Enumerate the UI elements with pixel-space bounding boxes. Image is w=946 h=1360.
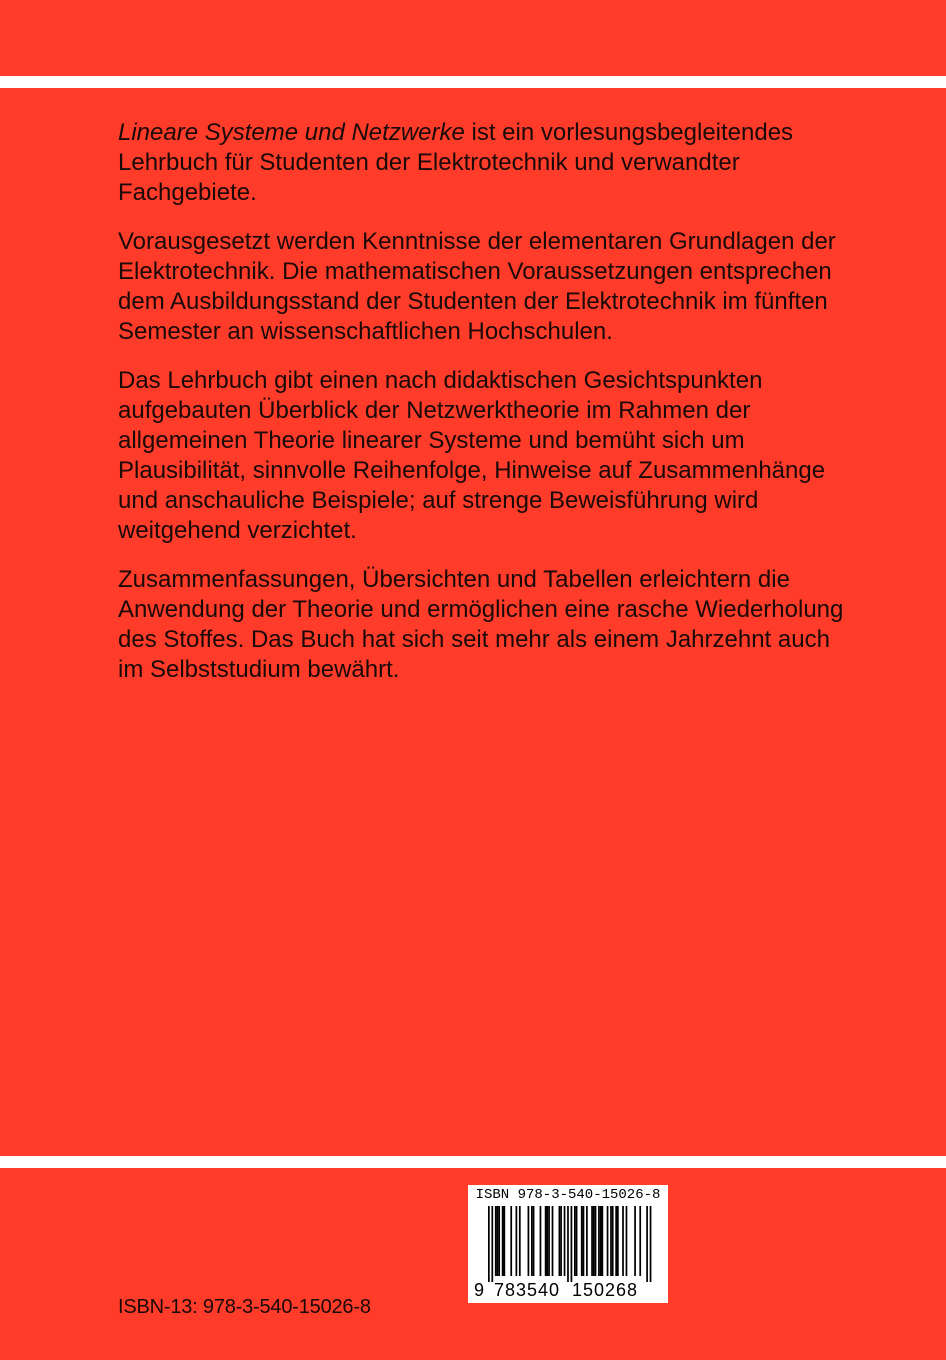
bottom-white-stripe <box>0 1156 946 1168</box>
barcode-bar <box>600 1206 602 1276</box>
barcode-bar <box>646 1206 648 1282</box>
barcode-bar <box>531 1206 533 1276</box>
barcode-bar <box>498 1206 500 1276</box>
barcode-digit-first: 9 <box>474 1280 485 1300</box>
barcode-bar <box>593 1206 595 1276</box>
barcode-bar <box>591 1206 593 1276</box>
barcode-bar <box>560 1206 562 1276</box>
barcode-bar <box>617 1206 619 1276</box>
barcode-bar <box>622 1206 624 1276</box>
barcode-bar <box>546 1206 548 1276</box>
barcode-bar <box>567 1206 569 1282</box>
barcode-bar <box>571 1206 573 1282</box>
barcode-bar <box>610 1206 612 1276</box>
barcode-digits-left: 783540 <box>494 1280 561 1300</box>
barcode-bar <box>586 1206 588 1276</box>
barcode-bar <box>495 1206 497 1276</box>
barcode-bar <box>581 1206 583 1276</box>
barcode-bar <box>519 1206 521 1276</box>
barcode-bar <box>612 1206 614 1276</box>
barcode-bar <box>650 1206 652 1282</box>
top-white-stripe <box>0 76 946 88</box>
barcode-bar <box>528 1206 530 1276</box>
barcode-bar <box>639 1206 641 1276</box>
barcode-bar <box>626 1206 628 1276</box>
barcode-bar <box>488 1206 490 1282</box>
barcode-bar <box>607 1206 609 1276</box>
barcode-bar <box>583 1206 585 1276</box>
barcode-bar <box>503 1206 505 1276</box>
barcode-bar <box>516 1206 518 1276</box>
barcode-bar <box>576 1206 578 1276</box>
barcode-bar <box>634 1206 636 1276</box>
barcode-bar <box>497 1206 499 1276</box>
blurb-paragraph-2: Vorausgesetzt werden Kenntnisse der elementaren Grundlagen der Elektrotechnik. Die mathematischen Voraussetzungen entsprechen dem Ausbildungsstand der Studenten der Elektrotechnik im fünften Semester an wissenschaftlichen Hochschulen. <box>118 228 836 345</box>
barcode-bars-icon <box>476 1206 662 1282</box>
barcode-bar <box>595 1206 597 1276</box>
barcode-bar <box>559 1206 561 1276</box>
barcode-bar <box>615 1206 617 1276</box>
blurb-paragraph-1 <box>118 118 858 208</box>
blurb-paragraph-4: Zusammenfassungen, Übersichten und Tabellen erleichtern die Anwendung der Theorie und ermöglichen eine rasche Wiederholung des Stoffes. Das Buch hat sich seit mehr als einem Jahrzehnt auch im Selbststudium bewährt. <box>118 566 844 683</box>
barcode-bar <box>564 1206 566 1276</box>
isbn-13-label: ISBN-13: 978-3-540-15026-8 <box>118 1296 371 1318</box>
barcode-bar <box>502 1206 504 1276</box>
barcode-isbn-text: ISBN 978-3-540-15026-8 <box>475 1187 661 1203</box>
blurb-paragraph-3: Das Lehrbuch gibt einen nach didaktischen Gesichtspunkten aufgebauten Überblick der Netzwerktheorie im Rahmen der allgemeinen Theorie linearer Systeme und bemüht sich um Plausibilität, sinnvolle Reihenfolge, Hinweise auf Zusammenhänge und anschauliche Beispiele; auf strenge Beweisführung wird weitgehend verzichtet. <box>118 367 826 544</box>
barcode-bar <box>545 1206 547 1276</box>
isbn-barcode <box>468 1185 668 1303</box>
barcode-bar <box>552 1206 554 1276</box>
book-title-italic: Lineare Systeme und Netzwerke <box>118 119 465 146</box>
barcode-bar <box>574 1206 576 1276</box>
barcode-bar <box>491 1206 493 1282</box>
barcode-bar <box>540 1206 542 1276</box>
barcode-bar <box>510 1206 512 1276</box>
blurb-paragraph-1-text: ist ein vorlesungsbegleitendes Lehrbuch für Studenten der Elektrotechnik und verwandter Fachgebiete. <box>118 119 794 206</box>
barcode-bar <box>533 1206 535 1276</box>
barcode-bar <box>548 1206 550 1276</box>
barcode-digits-right: 150268 <box>572 1280 639 1300</box>
back-cover-blurb <box>118 118 858 704</box>
barcode-bar <box>598 1206 600 1276</box>
barcode-bar <box>602 1206 604 1276</box>
